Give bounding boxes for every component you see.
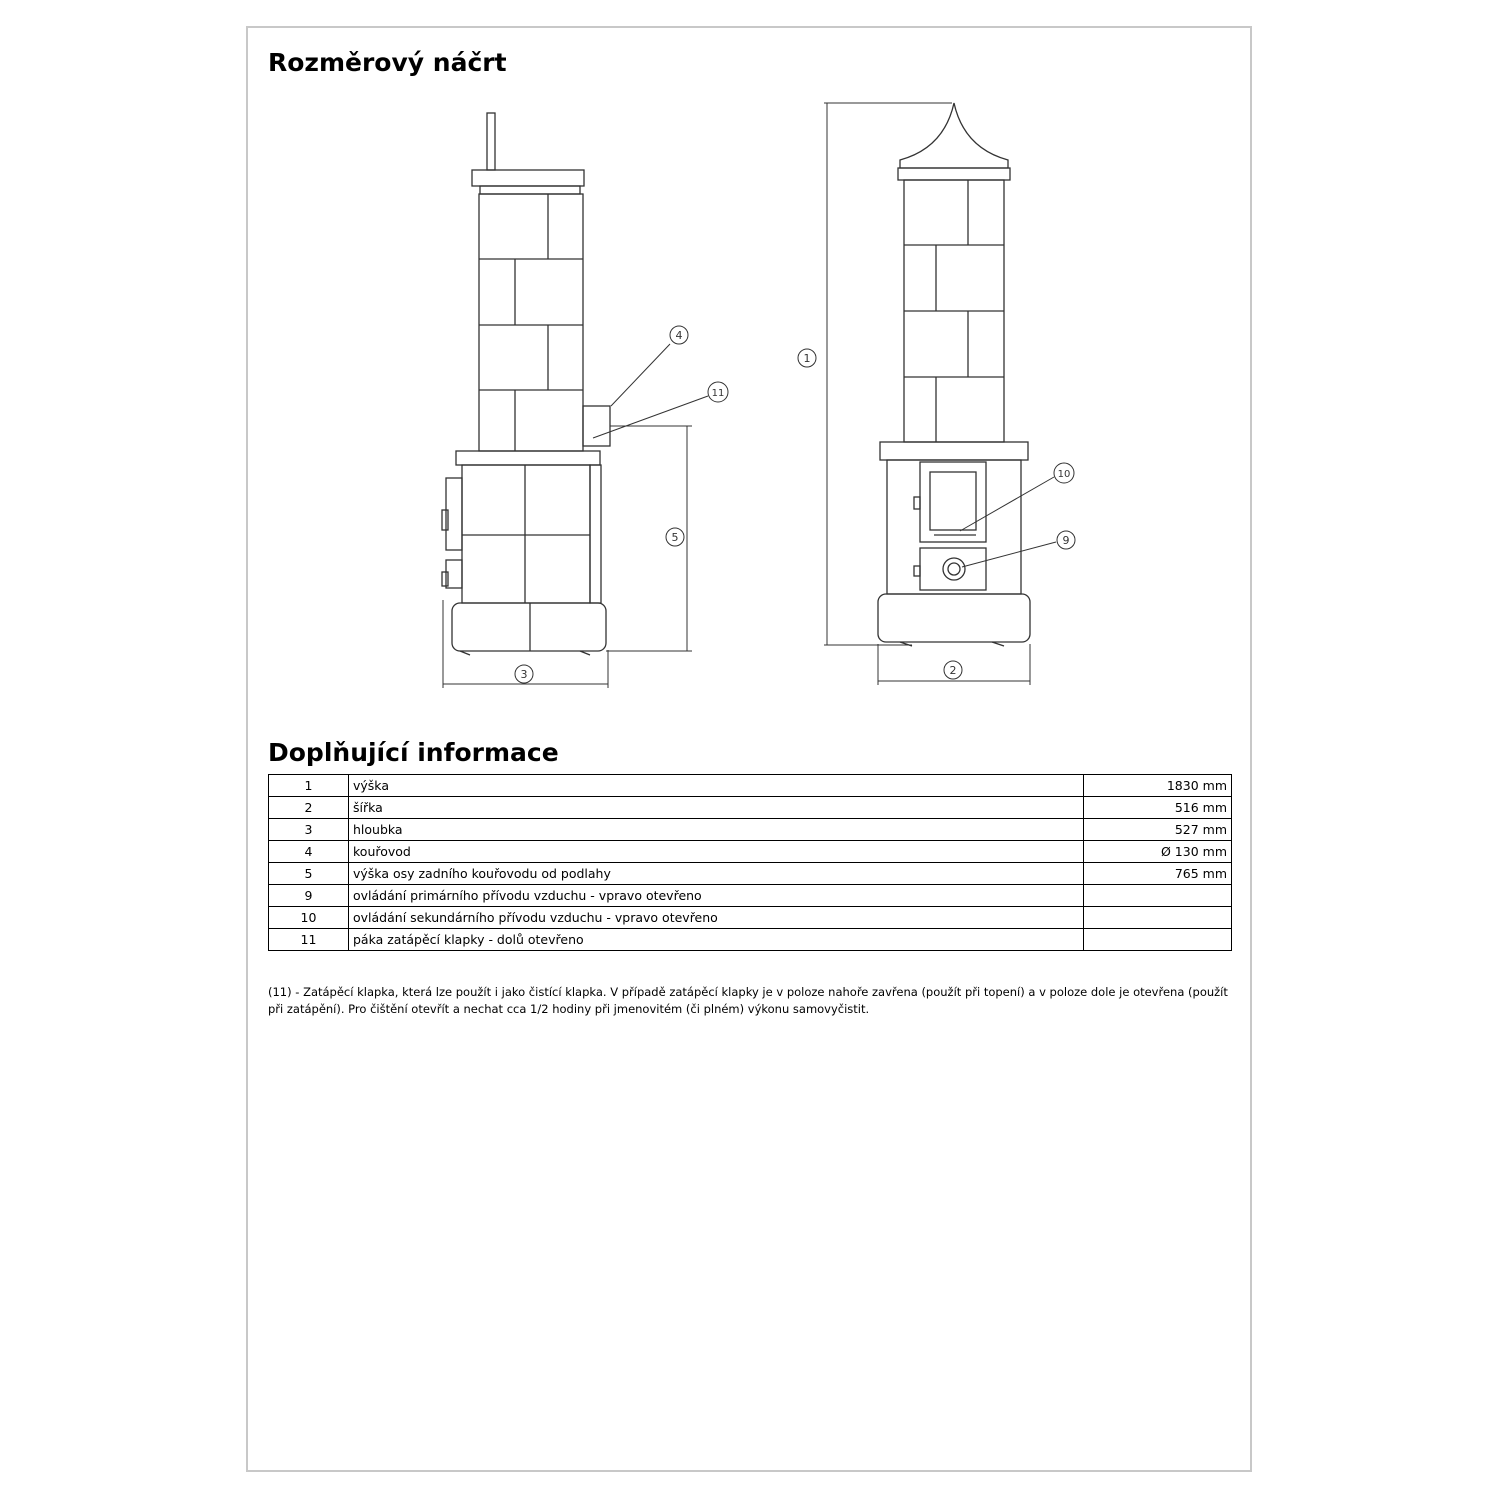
callout-2: [944, 661, 962, 679]
row-number: 2: [269, 797, 349, 819]
svg-text:3: 3: [520, 668, 528, 681]
row-value: Ø 130 mm: [1084, 841, 1232, 863]
info-table: [268, 774, 1232, 951]
row-label: kouřovod: [349, 841, 1084, 863]
row-number: 5: [269, 863, 349, 885]
callout-4: [670, 326, 688, 344]
dimension-drawing: [420, 95, 1080, 695]
svg-text:4: 4: [675, 329, 683, 342]
row-number: 10: [269, 907, 349, 929]
svg-text:2: 2: [949, 664, 957, 677]
table-row: [269, 841, 1232, 863]
row-label: hloubka: [349, 819, 1084, 841]
row-number: 11: [269, 929, 349, 951]
sketch-title: Rozměrový náčrt: [268, 48, 507, 77]
callout-9: [1057, 531, 1075, 549]
row-label: výška: [349, 775, 1084, 797]
row-label: páka zatápěcí klapky - dolů otevřeno: [349, 929, 1084, 951]
row-label: výška osy zadního kouřovodu od podlahy: [349, 863, 1084, 885]
svg-text:1: 1: [803, 352, 811, 365]
row-value: [1084, 907, 1232, 929]
row-value: [1084, 929, 1232, 951]
svg-text:9: 9: [1062, 534, 1070, 547]
callout-3: [515, 665, 533, 683]
callout-11: [708, 382, 728, 402]
table-row: [269, 863, 1232, 885]
svg-text:11: 11: [711, 388, 725, 399]
row-number: 3: [269, 819, 349, 841]
table-row: [269, 907, 1232, 929]
svg-text:5: 5: [671, 531, 679, 544]
info-title: Doplňující informace: [268, 738, 559, 767]
table-row: [269, 819, 1232, 841]
side-view: [442, 113, 708, 688]
row-label: ovládání primárního přívodu vzduchu - vpravo otevřeno: [349, 885, 1084, 907]
row-value: 765 mm: [1084, 863, 1232, 885]
front-view: [824, 103, 1056, 685]
row-number: 1: [269, 775, 349, 797]
svg-text:10: 10: [1057, 469, 1071, 480]
callout-1: [798, 349, 816, 367]
table-row: [269, 885, 1232, 907]
table-row: [269, 775, 1232, 797]
row-number: 4: [269, 841, 349, 863]
callout-5: [666, 528, 684, 546]
row-number: 9: [269, 885, 349, 907]
row-value: [1084, 885, 1232, 907]
table-row: [269, 929, 1232, 951]
row-label: šířka: [349, 797, 1084, 819]
callout-10: [1054, 463, 1074, 483]
row-value: 1830 mm: [1084, 775, 1232, 797]
footnote: (11) - Zatápěcí klapka, která lze použít i jako čistící klapka. V případě zatápěcí klapky je v poloze nahoře zavřena (použít při topení) a v poloze dole je otevřena (použít při zatápění). Pro čištění otevřít a nechat cca 1/2 hodiny při jmenovitém (či plném) výkonu samovyčistit.: [268, 985, 1228, 1016]
table-row: [269, 797, 1232, 819]
row-value: 516 mm: [1084, 797, 1232, 819]
row-label: ovládání sekundárního přívodu vzduchu - vpravo otevřeno: [349, 907, 1084, 929]
row-value: 527 mm: [1084, 819, 1232, 841]
